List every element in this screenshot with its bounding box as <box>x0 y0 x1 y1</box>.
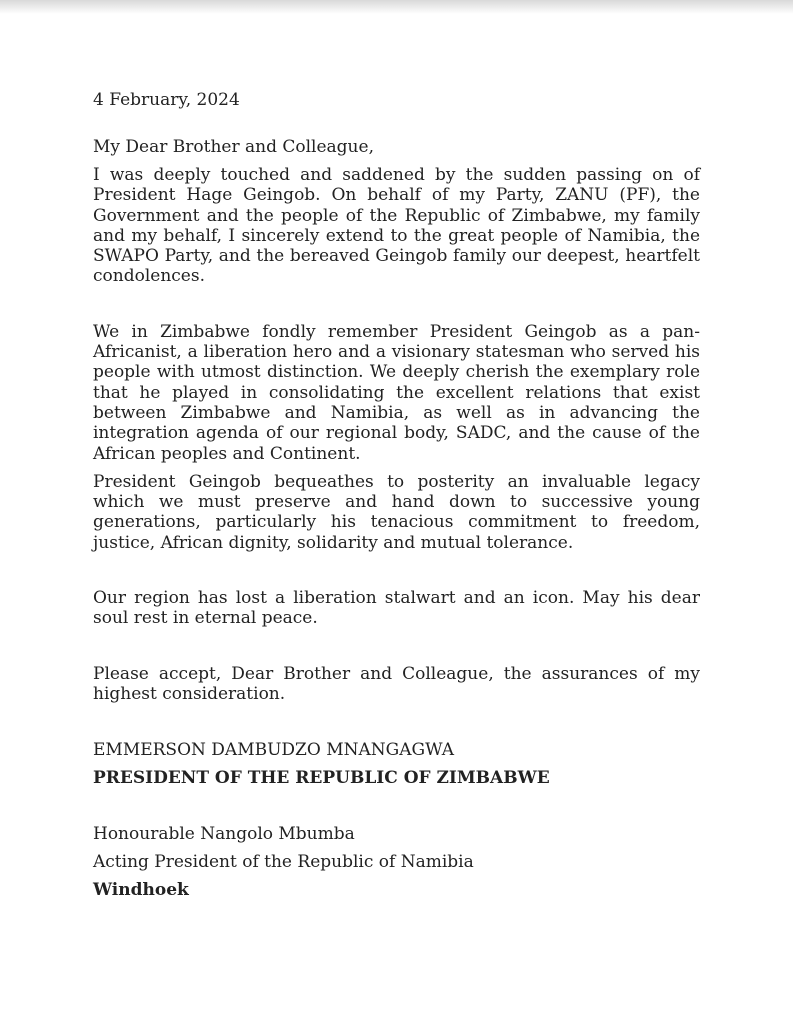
addressee-name: Honourable Nangolo Mbumba <box>93 824 355 845</box>
letter-body <box>93 89 700 904</box>
signatory-title: PRESIDENT OF THE REPUBLIC OF ZIMBABWE <box>93 768 550 789</box>
paragraph-stalwart: Our region has lost a liberation stalwart and an icon. May his dear soul rest in eternal peace. <box>93 588 700 629</box>
letter-date: 4 February, 2024 <box>93 90 240 110</box>
page-top-shadow <box>0 0 793 14</box>
signatory-name: EMMERSON DAMBUDZO MNANGAGWA <box>93 740 454 761</box>
paragraph-condolences: I was deeply touched and saddened by the sudden passing on of President Hage Geingob. On behalf of my Party, ZANU (PF), the Government and the people of the Republic of Zimbabwe, my family and my behalf, I sincerely extend to the great people of Namibia, the SWAPO Party, and the bereaved Geingob family our deepest, heartfelt condolences. <box>93 165 700 287</box>
paragraph-remembrance: We in Zimbabwe fondly remember President Geingob as a pan-Africanist, a liberation hero and a visionary statesman who served his people with utmost distinction. We deeply cherish the exemplary role that he played in consolidating the excellent relations that exist between Zimbabwe and Namibia, as well as in advancing the integration agenda of our regional body, SADC, and the cause of the African peoples and Continent. <box>93 321 700 464</box>
addressee-title: Acting President of the Republic of Namibia <box>93 852 474 873</box>
paragraph-closing: Please accept, Dear Brother and Colleague, the assurances of my highest consideration. <box>93 663 700 704</box>
paragraph-legacy: President Geingob bequeathes to posterity an invaluable legacy which we must preserve and hand down to successive young generations, particularly his tenacious commitment to freedom, justice, African dignity, solidarity and mutual tolerance. <box>93 471 700 553</box>
letter-salutation: My Dear Brother and Colleague, <box>93 137 374 157</box>
addressee-city: Windhoek <box>93 880 189 901</box>
